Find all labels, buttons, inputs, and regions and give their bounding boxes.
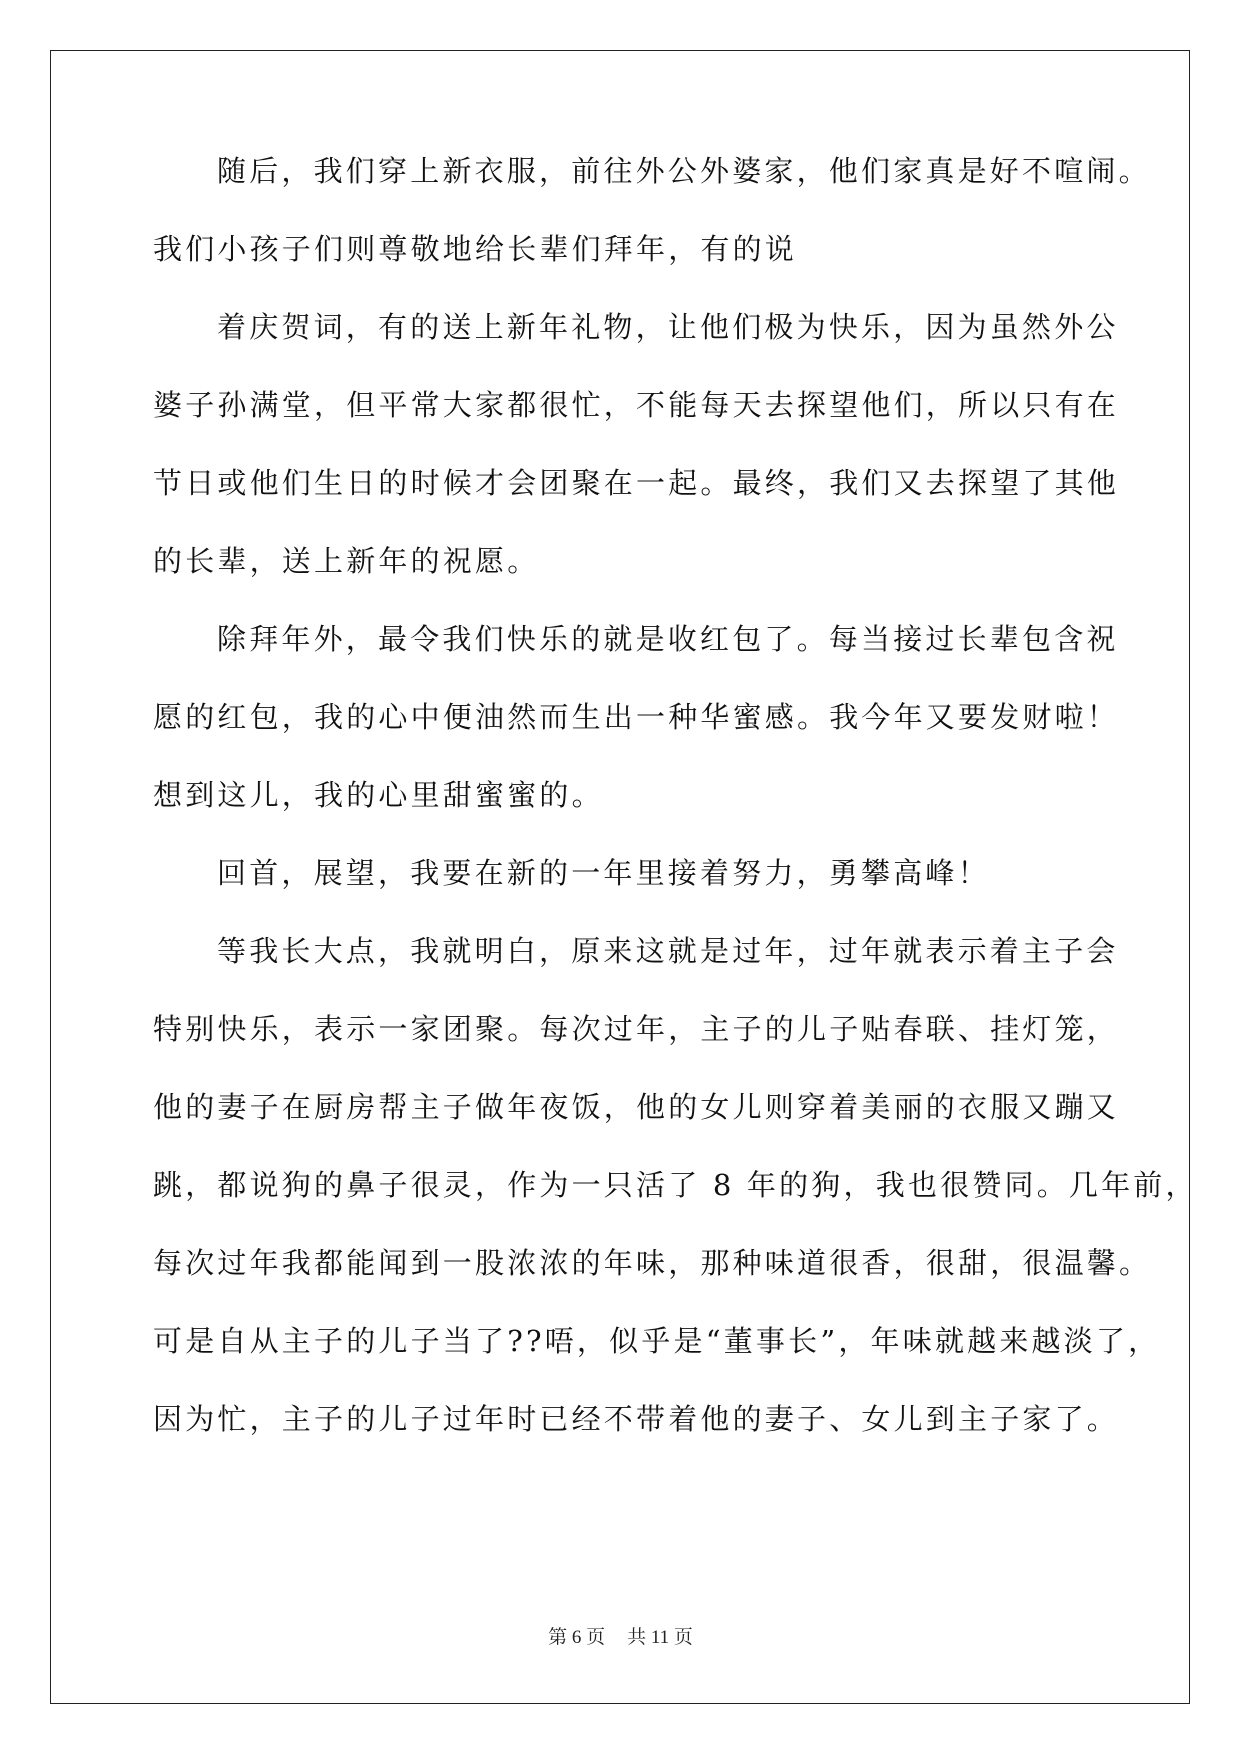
text-line: 的长辈，送上新年的祝愿。 [153, 544, 540, 578]
text-line: 节日或他们生日的时候才会团聚在一起。最终，我们又去探望了其他 [153, 466, 1120, 500]
text-line: 我们小孩子们则尊敬地给长辈们拜年，有的说 [153, 232, 798, 266]
text-line: 随后，我们穿上新衣服，前往外公外婆家，他们家真是好不喧闹。 [217, 154, 1151, 188]
text-line: 等我长大点，我就明白，原来这就是过年，过年就表示着主子会 [217, 934, 1119, 968]
text-line: 想到这儿，我的心里甜蜜蜜的。 [153, 778, 604, 812]
text-line: 回首，展望，我要在新的一年里接着努力，勇攀高峰！ [217, 856, 990, 890]
page-number: 第 6 页 [548, 1627, 606, 1648]
text-line: 特别快乐，表示一家团聚。每次过年，主子的儿子贴春联、挂灯笼， [153, 1012, 1120, 1046]
page-footer [0, 1622, 1241, 1649]
text-line: 他的妻子在厨房帮主子做年夜饭，他的女儿则穿着美丽的衣服又蹦又 [153, 1090, 1120, 1124]
text-line: 婆子孙满堂，但平常大家都很忙，不能每天去探望他们，所以只有在 [153, 388, 1120, 422]
total-pages: 共 11 页 [627, 1627, 693, 1648]
text-line: 跳，都说狗的鼻子很灵，作为一只活了 8 年的狗，我也很赞同。几年前， [153, 1168, 1198, 1202]
text-line: 愿的红包，我的心中便油然而生出一种华蜜感。我今年又要发财啦！ [153, 700, 1120, 734]
text-line: 可是自从主子的儿子当了??唔，似乎是“董事长”，年味就越来越淡了， [153, 1324, 1161, 1358]
text-line: 因为忙，主子的儿子过年时已经不带着他的妻子、女儿到主子家了。 [153, 1402, 1120, 1436]
text-line: 着庆贺词，有的送上新年礼物，让他们极为快乐，因为虽然外公 [217, 310, 1119, 344]
text-line: 每次过年我都能闻到一股浓浓的年味，那种味道很香，很甜，很温馨。 [153, 1246, 1152, 1280]
text-line: 除拜年外，最令我们快乐的就是收红包了。每当接过长辈包含祝 [217, 622, 1119, 656]
